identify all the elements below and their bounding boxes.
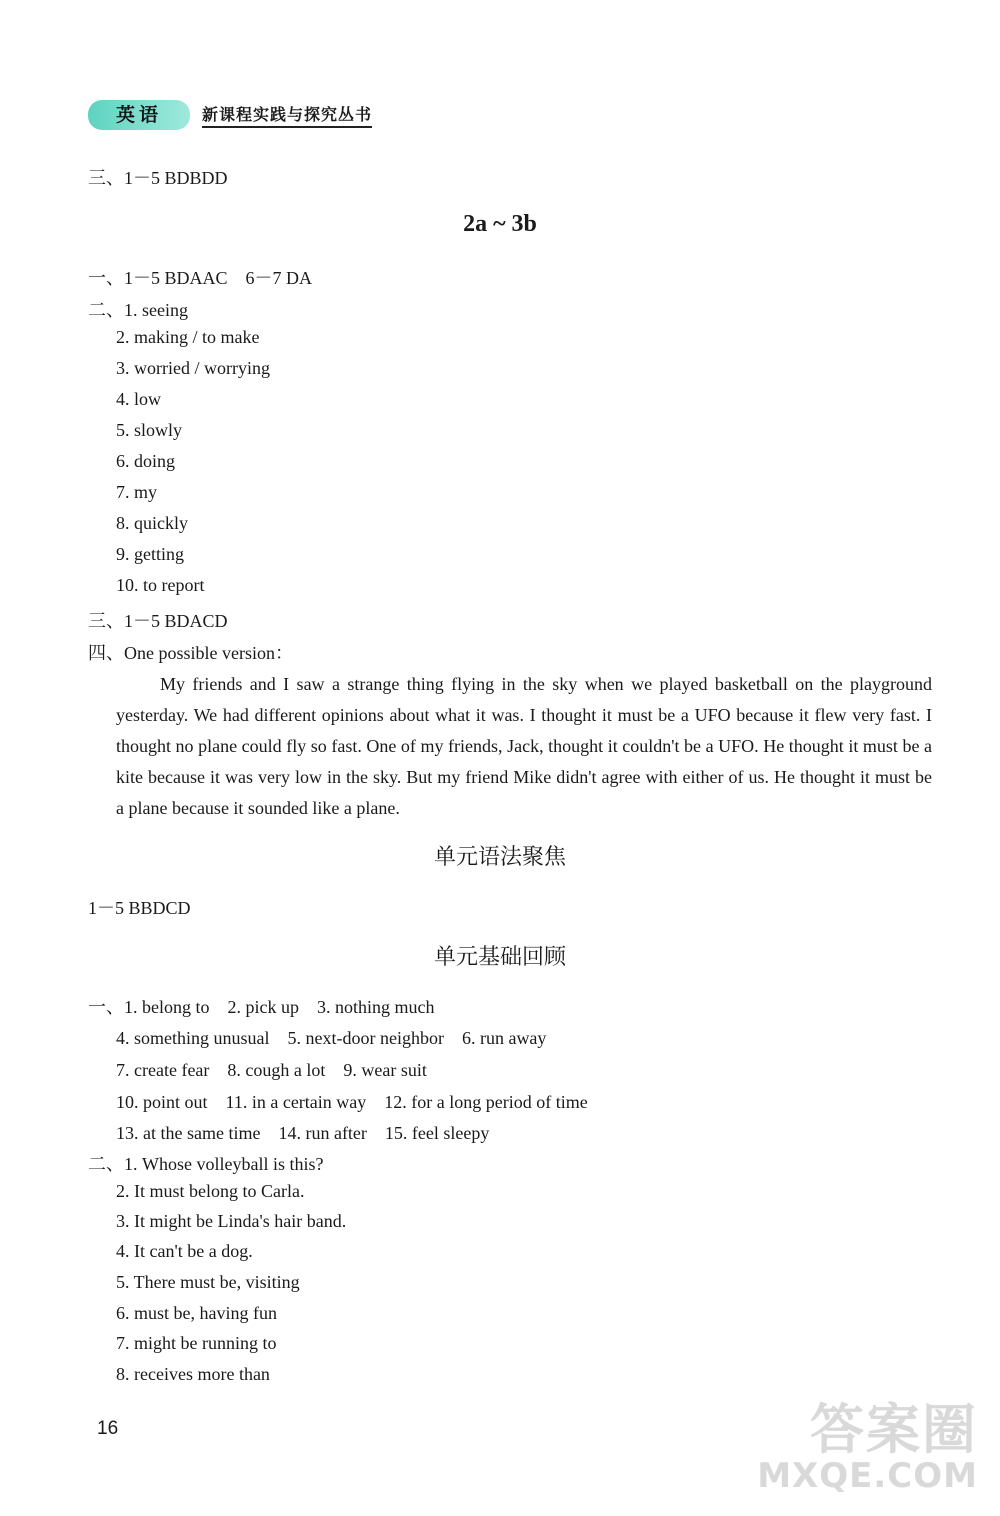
section-title-2a-3b: 2a ~ 3b (463, 211, 537, 237)
answer-line: 4. something unusual 5. next-door neighbor 6. run away (116, 1028, 547, 1048)
series-title: 新课程实践与探究丛书 (202, 102, 372, 128)
answer-line: 13. at the same time 14. run after 15. feel sleepy (116, 1123, 490, 1143)
answer-line: 7. create fear 8. cough a lot 9. wear suit (116, 1060, 427, 1080)
watermark (757, 1398, 978, 1496)
page-number: 16 (97, 1418, 119, 1439)
answer-line: 4. It can't be a dog. (116, 1241, 253, 1261)
subject-badge: 英语 (88, 100, 190, 130)
answer-line: 四、One possible version： (88, 643, 293, 663)
essay-paragraph: My friends and I saw a strange thing flying in the sky when we played basketball on the playground yesterday. We had different opinions about what it was. I thought it must be a UFO because it flew very fast. I thought no plane could fly so fast. One of my friends, Jack, thought it couldn't be a UFO. He thought it must be a kite because it was very low in the sky. But my friend Mike didn't agree with either of us. He thought it must be a plane because it sounded like a plane. (116, 674, 932, 818)
section-title-grammar: 单元语法聚焦 (433, 845, 566, 870)
answer-line: 2. It must belong to Carla. (116, 1181, 305, 1201)
answer-line: 2. making / to make (116, 327, 260, 347)
answer-line: 9. getting (116, 544, 184, 564)
header (88, 100, 372, 130)
answer-line: 二、1. seeing (88, 300, 188, 320)
answer-line: 4. low (116, 389, 161, 409)
answer-line: 一、1. belong to 2. pick up 3. nothing much (88, 997, 435, 1017)
answer-line: 10. point out 11. in a certain way 12. for a long period of time (116, 1092, 588, 1112)
answer-line: 三、1－5 BDACD (88, 611, 228, 631)
answer-line: 3. worried / worrying (116, 358, 270, 378)
answer-line: 6. doing (116, 451, 176, 471)
section-title-review: 单元基础回顾 (433, 945, 566, 970)
top-answer: 三、1－5 BDBDD (88, 168, 228, 188)
watermark-url: MXQE.COM (757, 1456, 978, 1496)
answer-line: 5. There must be, visiting (116, 1272, 300, 1292)
answer-line: 一、1－5 BDAAC 6－7 DA (88, 268, 313, 288)
answer-line: 10. to report (116, 575, 205, 595)
watermark-logo: 答案圈 (810, 1398, 978, 1461)
answer-line: 5. slowly (116, 420, 183, 440)
answer-line: 3. It might be Linda's hair band. (116, 1211, 347, 1231)
answer-line: 8. quickly (116, 513, 188, 533)
answer-line: 1－5 BBDCD (88, 898, 191, 918)
answer-line: 7. might be running to (116, 1333, 277, 1353)
answer-line: 二、1. Whose volleyball is this? (88, 1154, 324, 1174)
answer-line: 8. receives more than (116, 1364, 270, 1384)
answer-line: 6. must be, having fun (116, 1303, 277, 1323)
answer-line: 7. my (116, 482, 158, 502)
